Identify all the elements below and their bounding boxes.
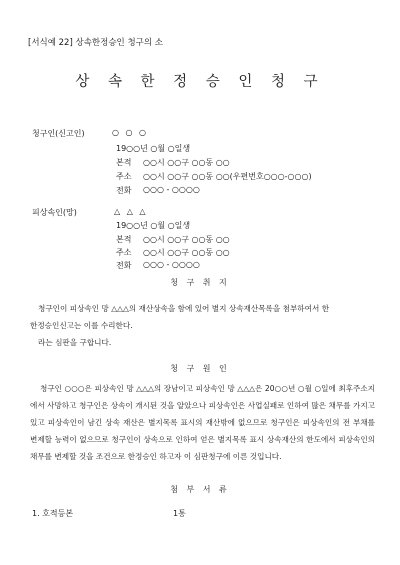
document-title: 상 속 한 정 승 인 청 구 (75, 74, 325, 90)
purpose-line-2: 한정승인신고는 이를 수리한다. (30, 321, 133, 330)
claimant-domicile-label: 본적 (116, 158, 132, 167)
claimant-birth: 19○○년 ○월 ○일생 (116, 144, 191, 153)
decedent-name: △ △ △ (114, 207, 148, 216)
decedent-address-label: 주소 (116, 248, 132, 257)
decedent-phone-label: 전화 (116, 261, 132, 270)
attachment-item-label: 1. 호적등본 (32, 509, 74, 518)
claimant-phone: ○○○ - ○○○○ (143, 185, 200, 194)
form-label: [서식예 22] 상속한정승인 청구의 소 (28, 38, 164, 48)
purpose-line-3: 라는 심판을 구합니다. (38, 338, 112, 347)
claimant-address-label: 주소 (116, 172, 132, 181)
claimant-name: ○ ○ ○ (112, 128, 149, 137)
decedent-label: 피상속인(망) (32, 208, 77, 217)
cause-heading: 청 구 원 인 (170, 364, 230, 373)
decedent-birth: 19○○년 ○월 ○일생 (116, 221, 191, 230)
cause-paragraph: 청구인 ○○○은 피상속인 망 △△△의 장남이고 피상속인 망 △△△은 20○○년 ○월 ○일에 최후주소지에서 사망하고 청구인은 상속이 개시된 것을 알았으나 피상속인은 사업실패로 인하여 많은 채무를 가지고 있고 피상속인이 남긴 상속 재산은 별지목록 표시의 재산밖에 없으므로 청구인은 피상속인의 전 부채를 변제할 능력이 없으므로 청구인이 상속으로 인하여 얻은 별지목록 표시 상속재산의 한도에서 피상속인의 채무를 변제할 것을 조건으로 한정승인 하고자 이 심판청구에 이른 것입니다. (30, 384, 375, 461)
purpose-heading: 청 구 취 지 (170, 278, 230, 287)
attachments-heading: 첨 부 서 류 (170, 485, 230, 494)
decedent-phone: ○○○ - ○○○○ (143, 260, 200, 269)
decedent-domicile: ○○시 ○○구 ○○동 ○○ (143, 235, 230, 244)
claimant-address: ○○시 ○○구 ○○동 ○○(우편번호○○○-○○○) (143, 172, 312, 181)
claimant-domicile: ○○시 ○○구 ○○동 ○○ (143, 158, 230, 167)
purpose-line-1: 청구인이 피상속인 망 △△△의 재산상속을 함에 있어 별지 상속재산목록을 첨부하여서 한 (38, 304, 330, 313)
claimant-label: 청구인(신고인) (32, 129, 85, 138)
decedent-domicile-label: 본적 (116, 235, 132, 244)
claimant-phone-label: 전화 (116, 186, 132, 195)
attachment-item-count: 1통 (173, 509, 186, 518)
decedent-address: ○○시 ○○구 ○○동 ○○ (143, 248, 230, 257)
